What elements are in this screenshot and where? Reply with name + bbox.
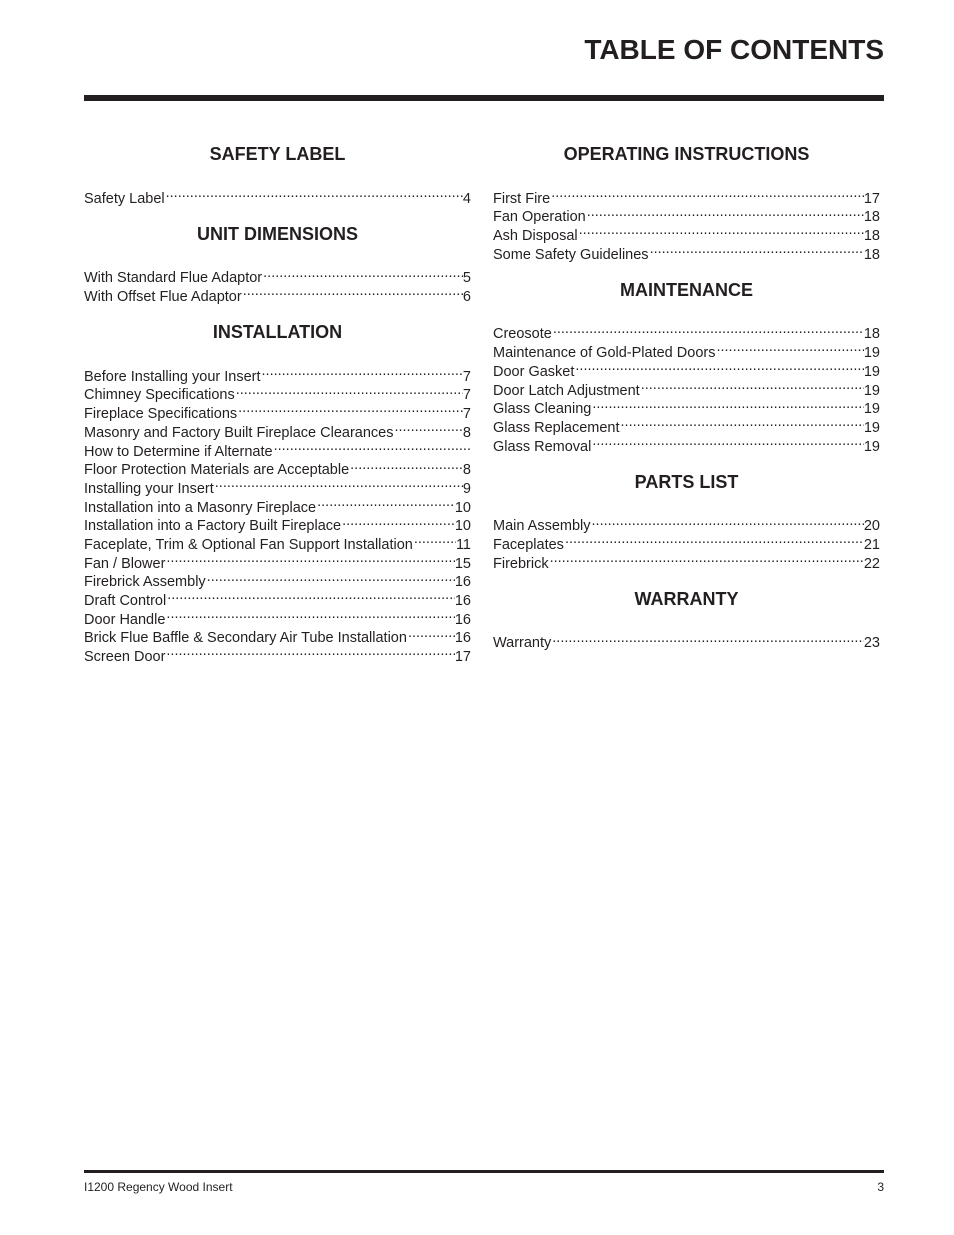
dot-leader xyxy=(262,264,463,283)
toc-section-unit-dimensions xyxy=(84,222,471,306)
section-heading: SAFETY LABEL xyxy=(209,144,346,164)
toc-entry-page: 16 xyxy=(454,630,471,647)
toc-entry[interactable] xyxy=(493,320,880,343)
toc-entry-page: 10 xyxy=(454,518,471,535)
dot-leader xyxy=(552,320,864,339)
toc-entry-label: Main Assembly xyxy=(493,518,591,535)
toc-entry-label: Installation into a Masonry Fireplace xyxy=(84,499,317,516)
toc-entry-page: 7 xyxy=(462,387,471,404)
footer-document-name: I1200 Regency Wood Insert xyxy=(84,1180,233,1194)
toc-entry-label: Creosote xyxy=(493,326,552,343)
dot-leader xyxy=(551,629,864,648)
toc-entry-page: 7 xyxy=(462,368,471,385)
toc-entry[interactable] xyxy=(84,184,471,207)
toc-entry-page: 7 xyxy=(462,406,471,423)
toc-entry[interactable] xyxy=(493,512,880,535)
toc-entry-label: Safety Label xyxy=(84,190,165,207)
toc-entry[interactable] xyxy=(493,549,880,572)
toc-entry-label: Floor Protection Materials are Acceptable xyxy=(84,462,350,479)
dot-leader xyxy=(649,240,864,259)
toc-entry-page: 18 xyxy=(863,246,880,263)
toc-entry-page: 21 xyxy=(863,536,880,553)
toc-entry-label: Chimney Specifications xyxy=(84,387,235,404)
section-entries xyxy=(84,184,471,207)
toc-entry-page: 23 xyxy=(863,635,880,652)
toc-entry[interactable] xyxy=(493,629,880,652)
dot-leader xyxy=(591,395,864,414)
section-heading: MAINTENANCE xyxy=(620,279,753,300)
section-heading: OPERATING INSTRUCTIONS xyxy=(563,144,810,164)
toc-entry-label: Draft Control xyxy=(84,593,167,609)
toc-entry-label: Fireplace Specifications xyxy=(84,406,238,423)
section-entries xyxy=(84,264,471,306)
dot-leader xyxy=(165,605,454,624)
dot-leader xyxy=(237,399,463,418)
toc-entry-label: Before Installing your Insert xyxy=(84,368,261,385)
dot-leader xyxy=(620,413,864,432)
dot-leader xyxy=(261,362,463,381)
toc-entry-page: 11 xyxy=(455,536,471,553)
dot-leader xyxy=(242,282,463,301)
toc-section-parts-list xyxy=(493,470,880,572)
toc-entry-page: 8 xyxy=(462,424,471,441)
toc-entry-page: 16 xyxy=(454,574,471,591)
dot-leader xyxy=(574,357,863,376)
toc-entry-label: Door Handle xyxy=(84,611,166,628)
toc-entry-page: 9 xyxy=(462,480,471,497)
toc-entry-label: Glass Removal xyxy=(493,438,592,455)
section-entries xyxy=(493,320,880,455)
toc-entry[interactable] xyxy=(84,362,471,385)
dot-leader xyxy=(591,432,864,451)
dot-leader xyxy=(273,437,471,456)
toc-entry-page: 18 xyxy=(863,228,880,245)
toc-entry-label: Firebrick xyxy=(493,555,549,572)
toc-entry-page: 18 xyxy=(863,326,880,343)
toc-entry-page: 15 xyxy=(454,555,471,572)
dot-leader xyxy=(316,493,455,512)
dot-leader xyxy=(349,456,463,475)
dot-leader xyxy=(586,203,864,222)
toc-section-safety-label xyxy=(84,142,471,207)
toc-entry-label: Installing your Insert xyxy=(84,480,214,497)
dot-leader xyxy=(591,512,864,531)
toc-entry-page: 19 xyxy=(863,345,880,362)
toc-entry-label: Ash Disposal xyxy=(493,228,578,245)
dot-leader xyxy=(715,338,863,357)
toc-entry-label: Faceplate, Trim & Optional Fan Support Installation xyxy=(84,536,413,553)
toc-entry-page: 18 xyxy=(863,209,880,226)
section-entries xyxy=(84,362,471,666)
section-entries xyxy=(493,184,880,263)
toc-entry-label: Maintenance of Gold-Plated Doors xyxy=(493,345,716,362)
toc-entry-page: 17 xyxy=(863,190,880,207)
section-heading: PARTS LIST xyxy=(634,471,739,492)
toc-entry-label: Screen Door xyxy=(84,649,166,666)
section-heading: INSTALLATION xyxy=(212,322,343,343)
section-heading: WARRANTY xyxy=(634,588,739,609)
toc-section-installation xyxy=(84,320,471,666)
dot-leader xyxy=(206,568,455,587)
toc-entry-label: Warranty xyxy=(493,635,552,652)
toc-entry-page: 4 xyxy=(462,190,471,207)
dot-leader xyxy=(165,549,454,568)
dot-leader xyxy=(166,586,455,605)
toc-entry[interactable] xyxy=(493,203,880,226)
toc-section-operating-instructions xyxy=(493,142,880,263)
dot-leader xyxy=(214,474,463,493)
toc-entry-label: With Standard Flue Adaptor xyxy=(84,270,263,287)
dot-leader xyxy=(165,642,454,661)
toc-entry-label: Installation into a Factory Built Fireplace xyxy=(84,518,342,535)
toc-left-column xyxy=(84,142,471,680)
toc-entry-label: Masonry and Factory Built Fireplace Clearances xyxy=(84,424,394,441)
toc-entry-page: 10 xyxy=(454,499,471,516)
section-entries xyxy=(493,629,880,652)
footer-rule xyxy=(84,1170,884,1173)
dot-leader xyxy=(413,530,456,549)
toc-entry-page: 17 xyxy=(454,649,471,666)
toc-entry-label: How to Determine if Alternate xyxy=(84,443,273,460)
toc-entry-page: 8 xyxy=(462,462,471,479)
toc-entry-label: Door Gasket xyxy=(493,363,575,380)
toc-entry-page: 19 xyxy=(863,401,880,418)
toc-entry-label: Door Latch Adjustment xyxy=(493,382,640,399)
toc-entry-label: Glass Cleaning xyxy=(493,401,592,418)
toc-entry[interactable] xyxy=(84,264,471,287)
toc-entry-label: First Fire xyxy=(493,190,551,207)
toc-entry-page: 19 xyxy=(863,438,880,455)
toc-section-maintenance xyxy=(493,278,880,455)
toc-entry[interactable] xyxy=(493,184,880,207)
toc-entry-page: 19 xyxy=(863,363,880,380)
toc-entry-page: 16 xyxy=(454,593,471,609)
toc-entry-page: 19 xyxy=(863,382,880,399)
toc-right-column xyxy=(493,142,880,666)
dot-leader xyxy=(549,549,864,568)
dot-leader xyxy=(564,530,864,549)
toc-entry-page: 5 xyxy=(462,270,471,287)
toc-entry-label: Faceplates xyxy=(493,536,564,553)
toc-entry-label: With Offset Flue Adaptor xyxy=(84,289,242,306)
toc-entry-label: Glass Replacement xyxy=(493,419,620,436)
section-entries xyxy=(493,512,880,572)
toc-entry-label: Fan / Blower xyxy=(84,555,166,572)
dot-leader xyxy=(550,184,864,203)
dot-leader xyxy=(235,381,463,400)
toc-entry-label: Brick Flue Baffle & Secondary Air Tube Installation xyxy=(84,630,407,647)
toc-section-warranty xyxy=(493,587,880,652)
dot-leader xyxy=(578,221,864,240)
dot-leader xyxy=(640,376,864,395)
toc-entry-label: Firebrick Assembly xyxy=(84,574,206,591)
section-heading: UNIT DIMENSIONS xyxy=(196,223,358,244)
toc-entry-page: 16 xyxy=(454,611,471,628)
page-title: TABLE OF CONTENTS xyxy=(584,34,884,65)
toc-entry-label: Fan Operation xyxy=(493,209,586,226)
dot-leader xyxy=(407,624,455,643)
dot-leader xyxy=(393,418,462,437)
footer-page-number: 3 xyxy=(877,1180,884,1194)
toc-entry-page: 22 xyxy=(863,555,880,572)
title-rule xyxy=(84,95,884,101)
dot-leader xyxy=(165,184,463,203)
toc-entry-page: 19 xyxy=(863,419,880,436)
dot-leader xyxy=(341,512,455,531)
toc-entry-page: 6 xyxy=(462,289,471,306)
toc-entry-page: 20 xyxy=(863,518,880,535)
toc-entry-label: Some Safety Guidelines xyxy=(493,246,649,263)
